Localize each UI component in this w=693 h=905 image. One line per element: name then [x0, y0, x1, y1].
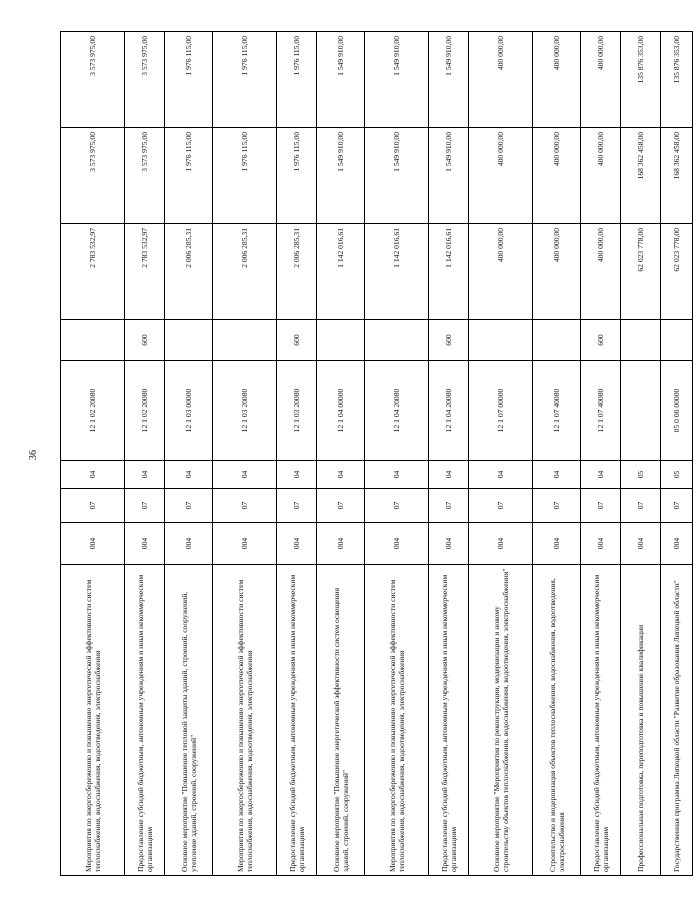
amount-3-cell: 135 876 353,00	[661, 32, 693, 128]
table-row	[365, 32, 429, 876]
subsection-code-cell: 04	[61, 461, 125, 489]
subsection-code-cell: 04	[469, 461, 533, 489]
amount-1-cell: 1 142 016,61	[429, 224, 469, 320]
row-name-cell: Мероприятия по энергосбережению и повышению энергетической эффективности систем теплоснабжения, водоснабжения, водоотведения, электроснабжения	[365, 565, 429, 876]
amount-2-cell: 1 976 115,00	[165, 128, 213, 224]
amount-1-cell: 2 006 285,31	[165, 224, 213, 320]
expense-type-cell: 600	[125, 320, 165, 361]
target-article-cell: 12 1 02 20080	[61, 361, 125, 461]
amount-3-cell: 400 000,00	[469, 32, 533, 128]
amount-3-cell: 1 549 910,00	[429, 32, 469, 128]
expense-type-cell: 600	[277, 320, 317, 361]
admin-code-cell: 004	[125, 523, 165, 565]
subsection-code-cell: 04	[429, 461, 469, 489]
expense-type-cell	[621, 320, 661, 361]
amount-2-cell: 168 362 458,00	[621, 128, 661, 224]
expense-type-cell	[469, 320, 533, 361]
amount-3-cell: 1 549 910,00	[317, 32, 365, 128]
table-row	[277, 32, 317, 876]
rotated-table-wrapper	[60, 32, 681, 876]
section-code-cell: 07	[469, 489, 533, 523]
subsection-code-cell: 04	[213, 461, 277, 489]
target-article-cell: 12 1 04 20080	[365, 361, 429, 461]
row-name-cell: Основное мероприятие "Повышение энергетической эффективности систем освещения зданий, строений, сооружений"	[317, 565, 365, 876]
section-code-cell: 07	[213, 489, 277, 523]
target-article-cell: 12 1 03 20080	[213, 361, 277, 461]
amount-1-cell: 1 142 016,61	[365, 224, 429, 320]
expense-type-cell	[213, 320, 277, 361]
expense-type-cell	[661, 320, 693, 361]
section-code-cell: 07	[621, 489, 661, 523]
amount-2-cell: 400 000,00	[469, 128, 533, 224]
subsection-code-cell: 04	[317, 461, 365, 489]
amount-1-cell: 400 000,00	[581, 224, 621, 320]
subsection-code-cell: 04	[125, 461, 165, 489]
table-row	[533, 32, 581, 876]
amount-3-cell: 3 573 975,00	[125, 32, 165, 128]
amount-2-cell: 3 573 975,00	[125, 128, 165, 224]
section-code-cell: 07	[581, 489, 621, 523]
admin-code-cell: 004	[61, 523, 125, 565]
page-number: 36	[28, 450, 39, 460]
row-name-cell: Мероприятия по энергосбережению и повышению энергетической эффективности систем теплоснабжения, водоснабжения, водоотведения, электроснабжения	[61, 565, 125, 876]
expense-type-cell	[165, 320, 213, 361]
section-code-cell: 07	[317, 489, 365, 523]
table-body	[61, 32, 693, 876]
section-code-cell: 07	[277, 489, 317, 523]
target-article-cell: 12 1 04 20080	[429, 361, 469, 461]
amount-2-cell: 1 549 910,00	[429, 128, 469, 224]
row-name-cell: Профессиональная подготовка, переподготовка и повышение квалификации	[621, 565, 661, 876]
expense-type-cell	[317, 320, 365, 361]
table-row	[213, 32, 277, 876]
amount-3-cell: 1 976 115,00	[277, 32, 317, 128]
admin-code-cell: 004	[365, 523, 429, 565]
target-article-cell: 12 1 04 00000	[317, 361, 365, 461]
admin-code-cell: 004	[429, 523, 469, 565]
amount-3-cell: 1 976 115,00	[213, 32, 277, 128]
amount-1-cell: 400 000,00	[533, 224, 581, 320]
row-name-cell: Предоставление субсидий бюджетным, автономным учреждениям и иным некоммерческим организациям	[277, 565, 317, 876]
section-code-cell: 07	[661, 489, 693, 523]
admin-code-cell: 004	[581, 523, 621, 565]
amount-1-cell: 2 783 532,97	[61, 224, 125, 320]
amount-3-cell: 135 876 353,00	[621, 32, 661, 128]
admin-code-cell: 004	[533, 523, 581, 565]
budget-table	[60, 31, 693, 876]
table-row	[661, 32, 693, 876]
admin-code-cell: 004	[277, 523, 317, 565]
row-name-cell: Основное мероприятие "Мероприятия по реконструкции, модернизации и новому строительству объектов теплоснабжения, водоснабжения, водоотведения, электроснабжения"	[469, 565, 533, 876]
amount-1-cell: 2 006 285,31	[213, 224, 277, 320]
subsection-code-cell: 04	[165, 461, 213, 489]
expense-type-cell: 600	[581, 320, 621, 361]
amount-3-cell: 400 000,00	[533, 32, 581, 128]
target-article-cell: 12 1 03 20080	[277, 361, 317, 461]
expense-type-cell	[365, 320, 429, 361]
amount-3-cell: 400 000,00	[581, 32, 621, 128]
target-article-cell: 05 0 00 00000	[661, 361, 693, 461]
target-article-cell: 12 1 03 00000	[165, 361, 213, 461]
amount-2-cell: 1 549 910,00	[365, 128, 429, 224]
target-article-cell: 12 1 07 40080	[533, 361, 581, 461]
amount-2-cell: 168 362 458,00	[661, 128, 693, 224]
section-code-cell: 07	[61, 489, 125, 523]
row-name-cell: Мероприятия по энергосбережению и повышению энергетической эффективности систем теплоснабжения, водоснабжения, водоотведения, электроснабжения	[213, 565, 277, 876]
amount-2-cell: 400 000,00	[581, 128, 621, 224]
amount-3-cell: 1 976 115,00	[165, 32, 213, 128]
section-code-cell: 07	[125, 489, 165, 523]
amount-2-cell: 3 573 975,00	[61, 128, 125, 224]
subsection-code-cell: 04	[365, 461, 429, 489]
amount-1-cell: 62 023 778,00	[621, 224, 661, 320]
section-code-cell: 07	[429, 489, 469, 523]
table-row	[581, 32, 621, 876]
row-name-cell: Государственная программа Липецкой области "Развитие образования Липецкой области"	[661, 565, 693, 876]
subsection-code-cell: 05	[661, 461, 693, 489]
table-row	[165, 32, 213, 876]
admin-code-cell: 004	[213, 523, 277, 565]
target-article-cell: 12 1 07 40080	[581, 361, 621, 461]
target-article-cell: 12 1 07 00000	[469, 361, 533, 461]
amount-2-cell: 1 976 115,00	[277, 128, 317, 224]
amount-1-cell: 1 142 016,61	[317, 224, 365, 320]
table-row	[317, 32, 365, 876]
section-code-cell: 07	[365, 489, 429, 523]
target-article-cell: 12 1 02 20080	[125, 361, 165, 461]
table-row	[125, 32, 165, 876]
row-name-cell: Основное мероприятие "Повышение тепловой защиты зданий, строений, сооружений, утепление зданий, строений, сооружений"	[165, 565, 213, 876]
target-article-cell	[621, 361, 661, 461]
amount-3-cell: 1 549 910,00	[365, 32, 429, 128]
amount-1-cell: 62 023 778,00	[661, 224, 693, 320]
subsection-code-cell: 04	[581, 461, 621, 489]
table-row	[469, 32, 533, 876]
table-row	[621, 32, 661, 876]
row-name-cell: Предоставление субсидий бюджетным, автономным учреждениям и иным некоммерческим организациям	[125, 565, 165, 876]
amount-2-cell: 1 976 115,00	[213, 128, 277, 224]
amount-2-cell: 1 549 910,00	[317, 128, 365, 224]
table-row	[429, 32, 469, 876]
admin-code-cell: 004	[621, 523, 661, 565]
admin-code-cell: 004	[661, 523, 693, 565]
admin-code-cell: 004	[317, 523, 365, 565]
admin-code-cell: 004	[469, 523, 533, 565]
amount-1-cell: 2 783 532,97	[125, 224, 165, 320]
row-name-cell: Предоставление субсидий бюджетным, автономным учреждениям и иным некоммерческим организациям	[429, 565, 469, 876]
table-row	[61, 32, 125, 876]
amount-1-cell: 2 006 285,31	[277, 224, 317, 320]
amount-3-cell: 3 573 975,00	[61, 32, 125, 128]
expense-type-cell	[533, 320, 581, 361]
expense-type-cell	[61, 320, 125, 361]
admin-code-cell: 004	[165, 523, 213, 565]
subsection-code-cell: 04	[533, 461, 581, 489]
expense-type-cell: 600	[429, 320, 469, 361]
section-code-cell: 07	[533, 489, 581, 523]
row-name-cell: Строительство и модернизация объектов теплоснабжения, водоснабжения, водоотведения, электроснабжения	[533, 565, 581, 876]
amount-1-cell: 400 000,00	[469, 224, 533, 320]
subsection-code-cell: 05	[621, 461, 661, 489]
row-name-cell: Предоставление субсидий бюджетным, автономным учреждениям и иным некоммерческим организациям	[581, 565, 621, 876]
section-code-cell: 07	[165, 489, 213, 523]
amount-2-cell: 400 000,00	[533, 128, 581, 224]
subsection-code-cell: 04	[277, 461, 317, 489]
